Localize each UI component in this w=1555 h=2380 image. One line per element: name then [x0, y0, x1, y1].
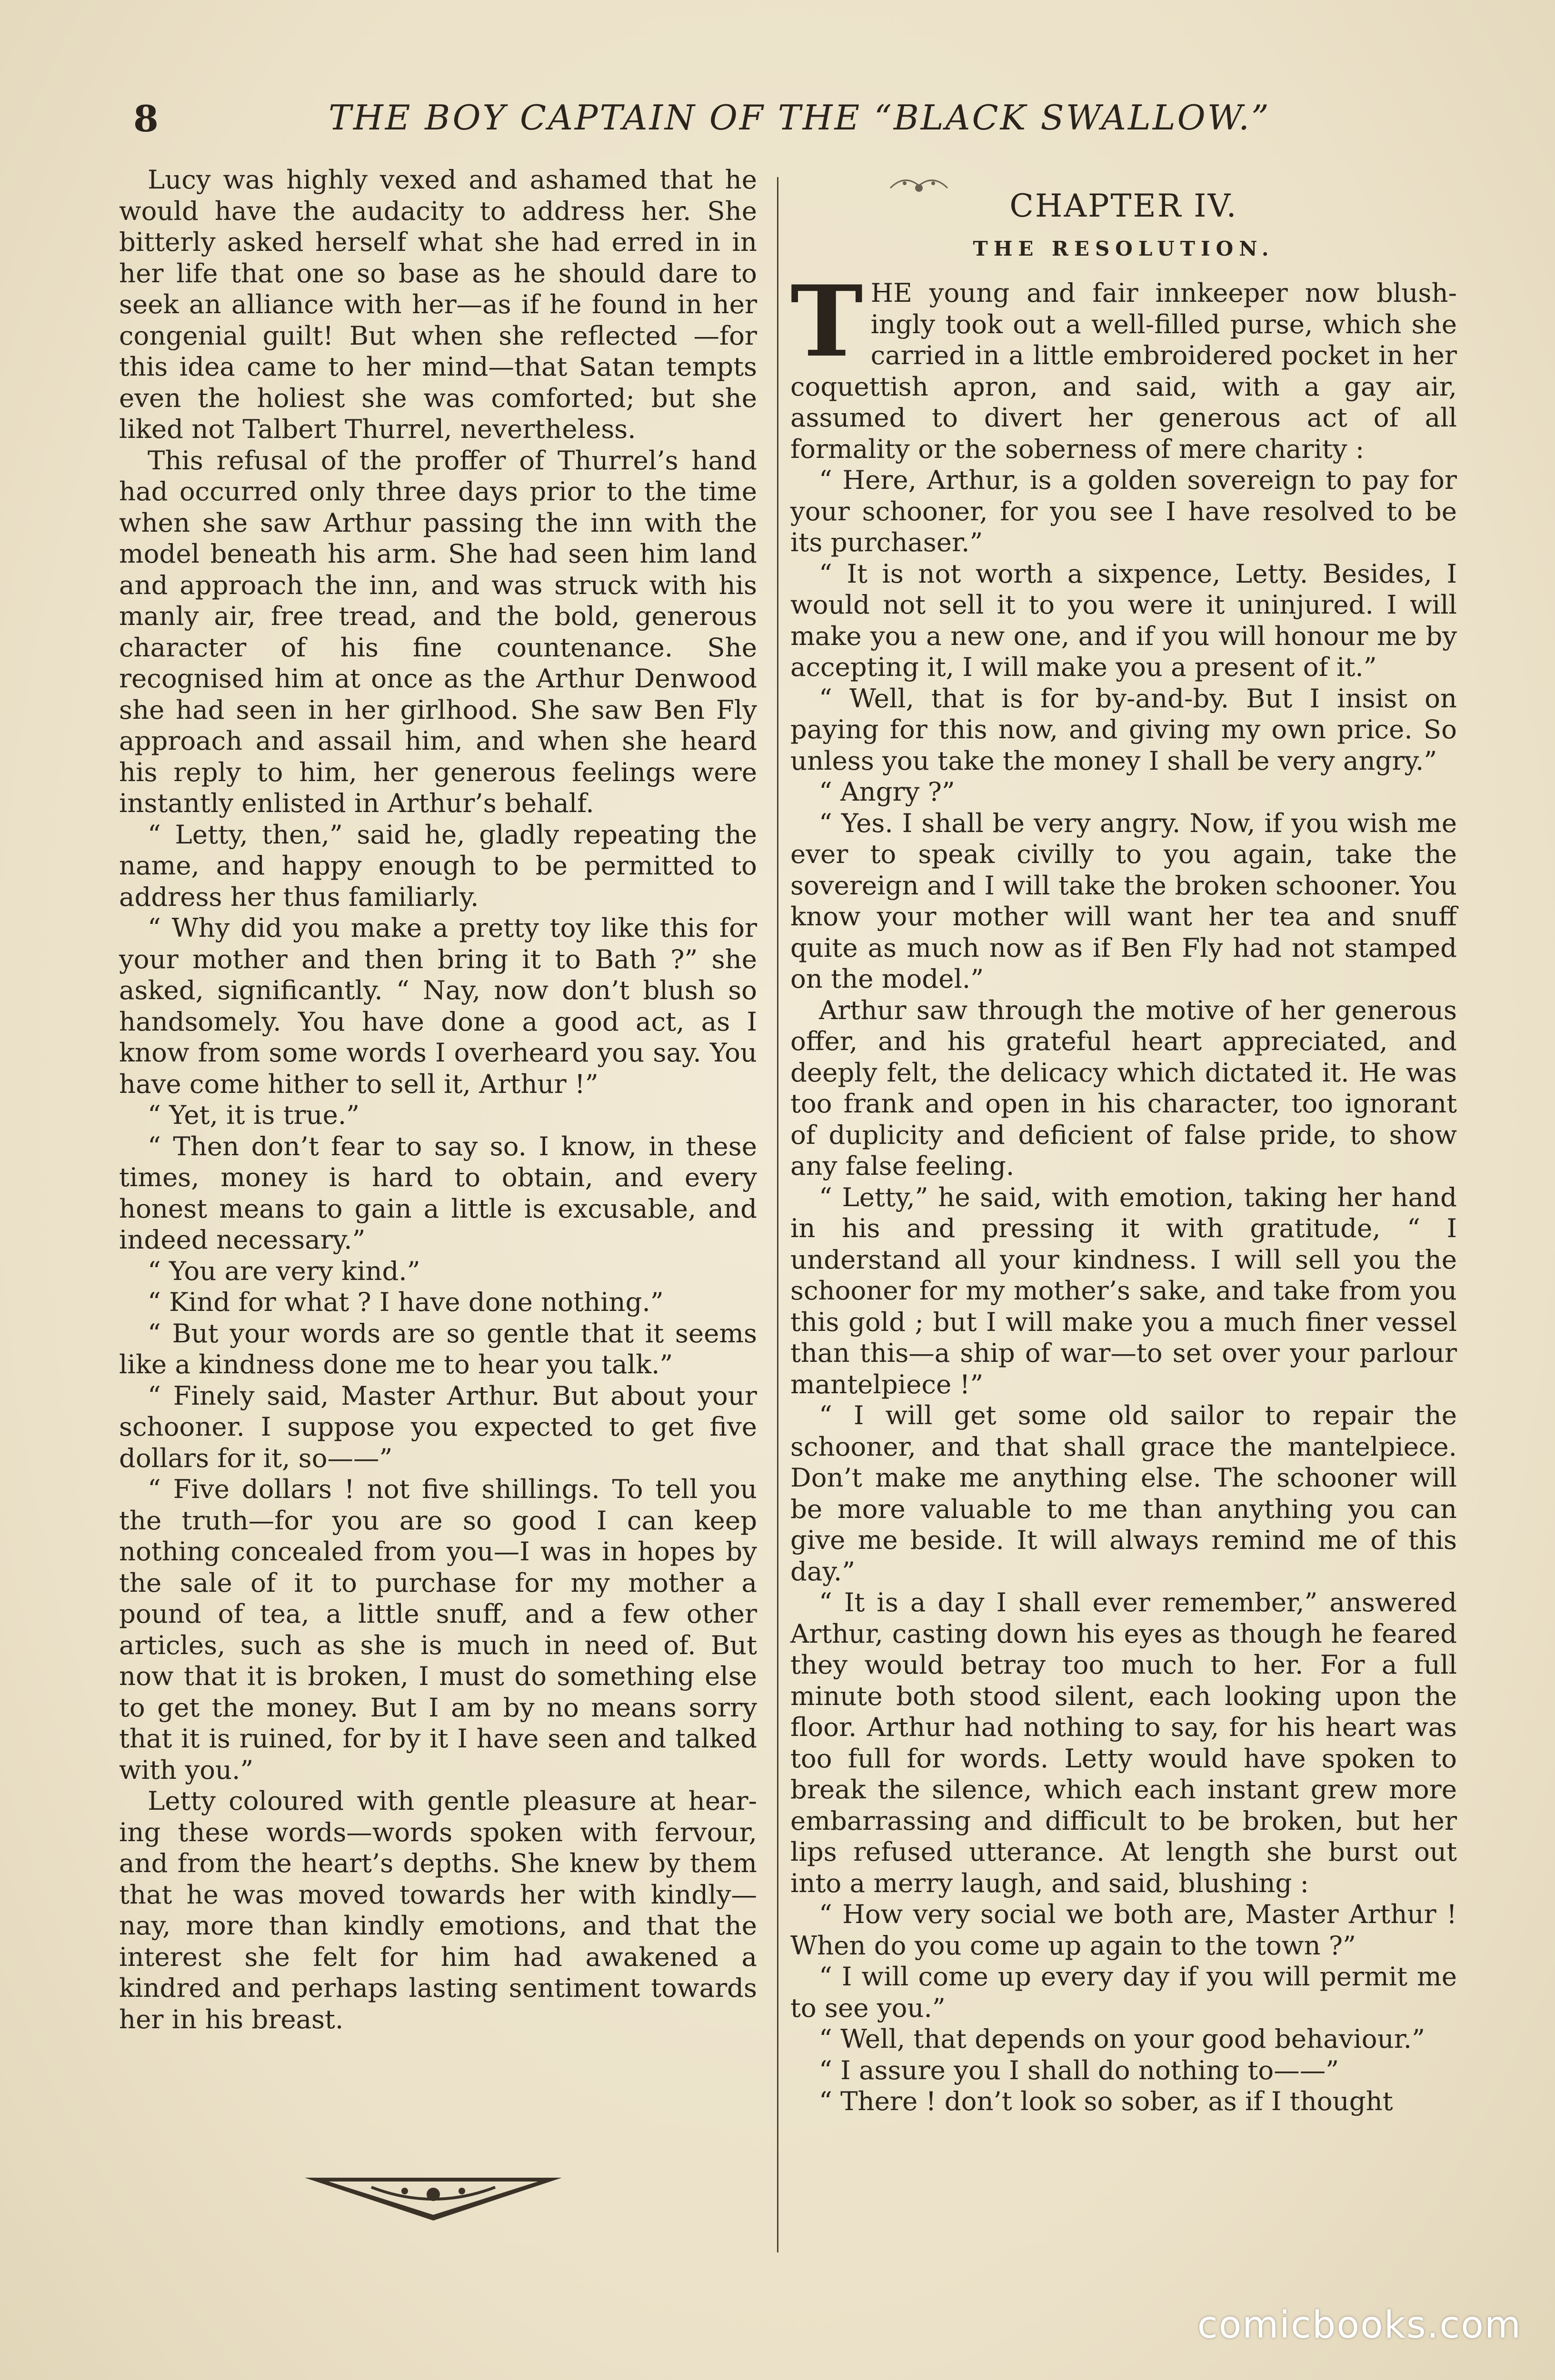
- paragraph: “ Kind for what ? I have done nothing.”: [148, 1287, 664, 1317]
- paragraph: Arthur saw through the motive of her generous offer, and his grateful heart appreciated, and deeply felt, the delicacy which dictated it. He was too frank and open in his character, too ignorant of duplicity and deficient of false pride, to show any false feeling.: [790, 994, 1457, 1181]
- paragraph: “ It is a day I shall ever remember,” answered Arthur, casting down his eyes as though he feared they would betray too much to her. For a full minute both stood silent, each looking upon the floor. Arthur had nothing to say, for his heart was too full for words. Letty would have spoken to break the silence, which each instant grew more embarrassing and difficult to be broken, but her lips refused utterance. At length she burst out into a merry laugh, and said, blushing :: [790, 1587, 1457, 1898]
- page-header: [119, 98, 1466, 150]
- paragraph: “ Well, that depends on your good behaviour.”: [819, 2023, 1425, 2054]
- column-divider: [777, 177, 778, 2252]
- paragraph: “ Finely said, Master Arthur. But about your schooner. I suppose you expected to get five dollars for it, so——”: [119, 1380, 757, 1473]
- running-title: THE BOY CAPTAIN OF THE “BLACK SWALLOW.”: [329, 98, 1271, 138]
- paragraph: “ Why did you make a pretty toy like this for your mother and then bring it to Bath ?” she asked, significantly. “ Nay, now don’t blush so handsomely. You have done a good act, as I know from some words I overheard you say. You have come hither to sell it, Arthur !”: [119, 912, 757, 1099]
- paragraph: “ Letty, then,” said he, gladly repeating the name, and happy enough to be permitted to address her thus familiarly.: [119, 819, 757, 912]
- watermark: comicbooks.com: [1197, 2304, 1522, 2347]
- paragraph: “ Well, that is for by-and-by. But I insist on paying for this now, and giving my own price. So unless you take the money I shall be very angry.”: [790, 683, 1457, 776]
- paragraph: “ I will come up every day if you will permit me to see you.”: [790, 1961, 1457, 2023]
- chapter-title: CHAPTER IV.: [1009, 188, 1238, 224]
- right-column: [790, 176, 1457, 2117]
- paragraph: Lucy was highly vexed and ashamed that he would have the audacity to address her. She bitterly asked herself what she had erred in in her life that one so base as he should dare to seek an alliance with her—as if he found in her congenial guilt! But when she reflected —for this idea came to her mind—that Satan tempts even the holiest she was comforted; but she liked not Talbert Thurrel, nevertheless.: [119, 164, 757, 444]
- paragraph: “ It is not worth a sixpence, Letty. Besides, I would not sell it to you were it uninjured. I will make you a new one, and if you will honour me by accepting it, I will make you a present of it.”: [790, 558, 1457, 682]
- paragraph: “ You are very kind.”: [148, 1255, 420, 1286]
- paragraph: Letty coloured with gentle pleasure at hearing these words—words spoken with fervour, and from the heart’s depths. She knew by them that he was moved towards her with kindly—nay, more than kindly emotions, and that the interest she felt for him had awakened a kindred and perhaps lasting sentiment towards her in his breast.: [119, 1785, 757, 2034]
- first-paragraph-text: HE young and fair innkeeper now blushingly took out a well-filled purse, which she carried in a little embroidered pocket in her coquettish apron, and said, with a gay air, assumed to divert her generous act of all formality or the soberness of mere charity :: [790, 278, 1457, 464]
- paragraph: “ Five dollars ! not five shillings. To tell you the truth—for you are so good I can keep nothing concealed from you—I was in hopes by the sale of it to purchase for my mother a pound of tea, a little snuff, and a few other articles, such as she is much in need of. But now that it is broken, I must do something else to get the money. But I am by no means sorry that it is ruined, for by it I have seen and talked with you.”: [119, 1474, 757, 1785]
- paragraph: “ Here, Arthur, is a golden sovereign to pay for your schooner, for you see I have resolved to be its purchaser.”: [790, 465, 1457, 557]
- paragraph: “ I will get some old sailor to repair the schooner, and that shall grace the mantelpiece. Don’t make me anything else. The schooner will be more valuable to me than anything you can give me beside. It will always remind me of this day.”: [790, 1400, 1457, 1587]
- chapter-subtitle: THE RESOLUTION.: [973, 237, 1275, 260]
- page-number: 8: [133, 98, 159, 140]
- paragraph: “ Letty,” he said, with emotion, taking her hand in his and pressing it with gratitude, “ I understand all your kindness. I will sell you the schooner for my mother’s sake, and take from you this gold ; but I will make you a much finer vessel than this—a ship of war—to set over your parlour mantelpiece !”: [790, 1181, 1457, 1399]
- chapter-first-paragraph: [790, 265, 1457, 465]
- paragraph: “ I assure you I shall do nothing to——”: [819, 2054, 1339, 2085]
- paragraph: “ Yes. I shall be very angry. Now, if you wish me ever to speak civilly to you again, take the sovereign and I will take the broken schooner. You know your mother will want her tea and snuff quite as much now as if Ben Fly had not stamped on the model.”: [790, 807, 1457, 994]
- drop-cap: T: [790, 265, 863, 379]
- paragraph: “ Angry ?”: [819, 776, 955, 807]
- left-column: [119, 164, 757, 2035]
- paragraph: This refusal of the proffer of Thurrel’s hand had occurred only three days prior to the time when she saw Arthur passing the inn with the model beneath his arm. She had seen him land and approach the inn, and was struck with his manly air, free tread, and the bold, generous character of his fine countenance. She recognised him at once as the Arthur Denwood she had seen in her girlhood. She saw Ben Fly approach and assail him, and when she heard his reply to him, her generous feelings were instantly enlisted in Arthur’s behalf.: [119, 445, 757, 818]
- paragraph: “ But your words are so gentle that it seems like a kindness done me to hear you talk.”: [119, 1318, 757, 1379]
- paragraph: “ How very social we both are, Master Arthur ! When do you come up again to the town ?”: [790, 1899, 1457, 1961]
- paragraph: “ Then don’t fear to say so. I know, in these times, money is hard to obtain, and every honest means to gain a little is excusable, and indeed necessary.”: [119, 1130, 757, 1255]
- paragraph: “ There ! don’t look so sober, as if I thought: [819, 2086, 1393, 2116]
- tailpiece-ornament: [300, 2168, 567, 2225]
- paragraph: “ Yet, it is true.”: [148, 1100, 360, 1130]
